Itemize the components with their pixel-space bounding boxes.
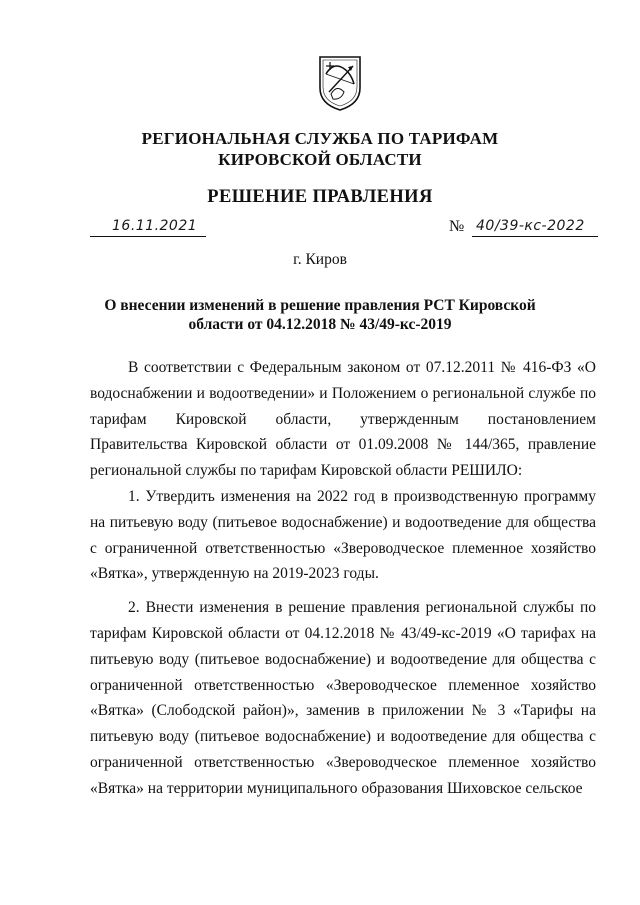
date-field bbox=[90, 216, 206, 237]
subject-line1: О внесении изменений в решение правления РСТ Кировской bbox=[104, 297, 536, 314]
number-label: № bbox=[449, 218, 465, 235]
handwritten-date: 16.11.2021 bbox=[112, 218, 198, 234]
kirov-coat-of-arms-icon bbox=[317, 54, 363, 112]
body-text bbox=[90, 355, 596, 802]
subject-line2: области от 04.12.2018 № 43/49-кс-2019 bbox=[188, 316, 452, 333]
item-1-paragraph: 1. Утвердить изменения на 2022 год в производственную программу на питьевую воду (питьевое водоснабжение) и водоотведение для общества с ограниченной ответственностью «Звероводческое племенное хозяйство «Вятка», утвержденную на 2019-2023 годы. bbox=[90, 487, 596, 583]
agency-name bbox=[0, 128, 640, 170]
city: г. Киров bbox=[293, 251, 347, 268]
agency-name-line2: КИРОВСКОЙ ОБЛАСТИ bbox=[218, 150, 422, 169]
decision-title: РЕШЕНИЕ ПРАВЛЕНИЯ bbox=[207, 187, 433, 207]
intro-paragraph: В соответствии с Федеральным законом от 07.12.2011 № 416-ФЗ «О водоснабжении и водоотведении» и Положением о региональной службе по тарифам Кировской области, утвержденным постановлением Правительства Кировской области от 01.09.2008 № 144/365, правление региональной службы по тарифам Кировской области РЕШИЛО: bbox=[90, 359, 596, 480]
item-2-paragraph: 2. Внести изменения в решение правления региональной службы по тарифам Кировской области от 04.12.2018 № 43/49-кс-2019 «О тарифах на питьевую воду (питьевое водоснабжение) и водоотведение для общества с ограниченной ответственностью «Звероводческое племенное хозяйство «Вятка» (Слободской район)», заменив в приложении № 3 «Тарифы на питьевую воду (питьевое водоснабжение) и водоотведение для общества с ограниченной ответственностью «Звероводческое племенное хозяйство «Вятка» на территории муниципального образования Шиховское сельское bbox=[90, 599, 596, 797]
number-field bbox=[472, 216, 598, 237]
handwritten-number: 40/39-кс-2022 bbox=[476, 218, 585, 234]
agency-name-line1: РЕГИОНАЛЬНАЯ СЛУЖБА ПО ТАРИФАМ bbox=[141, 129, 499, 148]
subject-heading bbox=[0, 296, 640, 334]
